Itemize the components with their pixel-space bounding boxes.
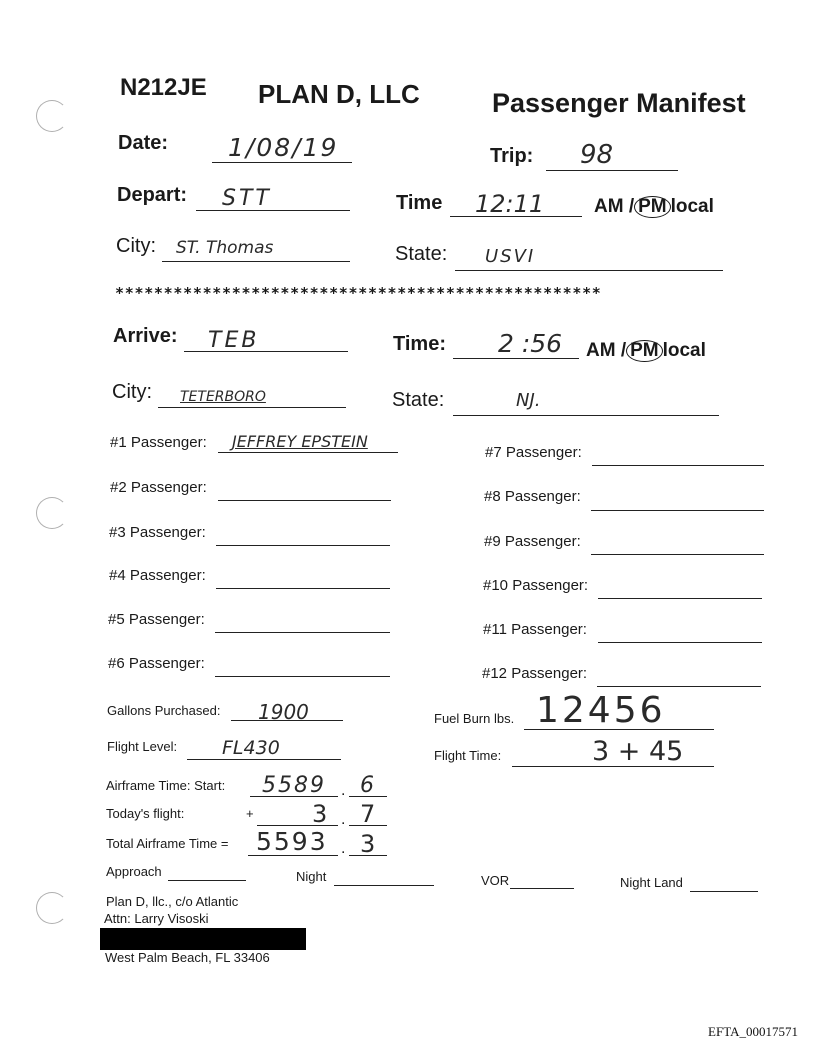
night-label: Night (296, 869, 327, 884)
date-label: Date: (118, 132, 169, 154)
arrive-city-line (158, 407, 346, 408)
passenger-1-value: JEFFREY EPSTEIN (232, 432, 368, 451)
night-land-label: Night Land (620, 875, 683, 890)
today-plus: + (246, 806, 254, 821)
arrive-am-label: AM / (586, 340, 627, 361)
passenger-12-line (597, 686, 761, 687)
fuel-burn-value: 12456 (536, 690, 666, 731)
arrive-time-label: Time: (393, 333, 446, 355)
passenger-9-label: #9 Passenger: (484, 533, 581, 550)
depart-time-label: Time (396, 192, 443, 214)
airframe-start-whole: 5589 (262, 773, 326, 798)
arrive-state-line (453, 415, 719, 416)
flight-level-value: FL430 (222, 737, 280, 759)
total-airframe-label: Total Airframe Time = (106, 836, 229, 851)
address-line-2: Attn: Larry Visoski (104, 911, 209, 926)
passenger-10-label: #10 Passenger: (483, 577, 589, 594)
passenger-8-line (591, 510, 764, 511)
arrive-pm-circled: PM (626, 340, 663, 362)
arrive-city-label: City: (112, 381, 152, 403)
vor-label: VOR (481, 873, 510, 888)
passenger-5-label: #5 Passenger: (108, 611, 205, 628)
night-line (334, 885, 434, 886)
separator-stars: ************************************************** (115, 284, 602, 302)
depart-value: STT (222, 186, 272, 211)
night-land-line (690, 891, 758, 892)
fuel-burn-label: Fuel Burn lbs. (434, 711, 515, 726)
depart-state-label: State: (395, 243, 448, 265)
approach-label: Approach (106, 864, 162, 879)
depart-line (196, 210, 350, 211)
passenger-4-line (216, 588, 390, 589)
trip-value: 98 (580, 140, 614, 170)
approach-line (168, 880, 246, 881)
depart-label: Depart: (117, 184, 188, 206)
depart-time-value: 12:11 (475, 190, 545, 218)
date-value: 1/08/19 (228, 133, 339, 162)
today-flight-label: Today's flight: (106, 806, 185, 821)
passenger-9-line (591, 554, 764, 555)
passenger-7-label: #7 Passenger: (485, 444, 582, 461)
vor-line (510, 888, 574, 889)
trip-line (546, 170, 678, 171)
trip-label: Trip: (490, 145, 534, 167)
gallons-value: 1900 (258, 700, 309, 724)
arrive-state-label: State: (392, 389, 445, 411)
passenger-11-line (598, 642, 762, 643)
passenger-2-line (218, 500, 391, 501)
total-tenth: 3 (360, 830, 376, 858)
flight-level-label: Flight Level: (107, 739, 178, 754)
address-line-4: West Palm Beach, FL 33406 (105, 950, 270, 965)
date-line (212, 162, 352, 163)
today-tenth: 7 (360, 800, 376, 828)
punch-hole-bottom (36, 892, 68, 924)
bates-number: EFTA_00017571 (708, 1024, 798, 1039)
flight-time-label: Flight Time: (434, 748, 502, 763)
page-title: Passenger Manifest (492, 88, 746, 118)
arrive-label: Arrive: (113, 325, 178, 347)
depart-ampm (594, 196, 714, 218)
gallons-label: Gallons Purchased: (107, 703, 221, 718)
passenger-1-label: #1 Passenger: (110, 434, 207, 451)
passenger-11-label: #11 Passenger: (483, 621, 587, 638)
arrive-ampm (586, 340, 706, 362)
today-whole: 3 (312, 800, 328, 828)
passenger-4-label: #4 Passenger: (109, 567, 206, 584)
redaction-bar (100, 928, 306, 950)
arrive-time-value: 2 :56 (498, 329, 563, 358)
passenger-3-line (216, 545, 390, 546)
arrive-value: TEB (208, 328, 260, 353)
punch-hole-top (36, 100, 68, 132)
passenger-3-label: #3 Passenger: (109, 524, 206, 541)
arrive-time-line (453, 358, 579, 359)
passenger-7-line (592, 465, 764, 466)
total-dot: . (341, 840, 346, 857)
arrive-local-label: local (662, 340, 706, 361)
passenger-5-line (215, 632, 390, 633)
punch-hole-middle (36, 497, 68, 529)
airframe-start-label: Airframe Time: Start: (106, 778, 226, 793)
depart-city-label: City: (116, 235, 156, 257)
passenger-1-line (218, 452, 398, 453)
depart-city-value: ST. Thomas (176, 238, 274, 258)
airframe-start-tenth: 6 (360, 773, 374, 798)
arrive-city-value: TETERBORO (180, 389, 266, 405)
passenger-6-line (215, 676, 390, 677)
today-dot: . (341, 811, 346, 828)
depart-pm-circled: PM (634, 196, 671, 218)
depart-city-line (162, 261, 350, 262)
passenger-6-label: #6 Passenger: (108, 655, 205, 672)
arrive-state-value: NJ. (516, 390, 541, 411)
passenger-10-line (598, 598, 762, 599)
total-whole: 5593 (256, 827, 328, 856)
passenger-8-label: #8 Passenger: (484, 488, 581, 505)
passenger-2-label: #2 Passenger: (110, 479, 207, 496)
depart-local-label: local (670, 196, 714, 217)
depart-state-line (455, 270, 723, 271)
address-line-1: Plan D, llc., c/o Atlantic (106, 894, 239, 909)
depart-am-label: AM / (594, 196, 635, 217)
flight-level-line (187, 759, 341, 760)
company-name: PLAN D, LLC (258, 79, 420, 109)
passenger-12-label: #12 Passenger: (482, 665, 588, 682)
tail-number: N212JE (120, 74, 207, 101)
depart-state-value: USVI (485, 246, 536, 267)
airframe-start-dot: . (341, 782, 346, 799)
flight-time-value: 3 + 45 (592, 736, 684, 767)
